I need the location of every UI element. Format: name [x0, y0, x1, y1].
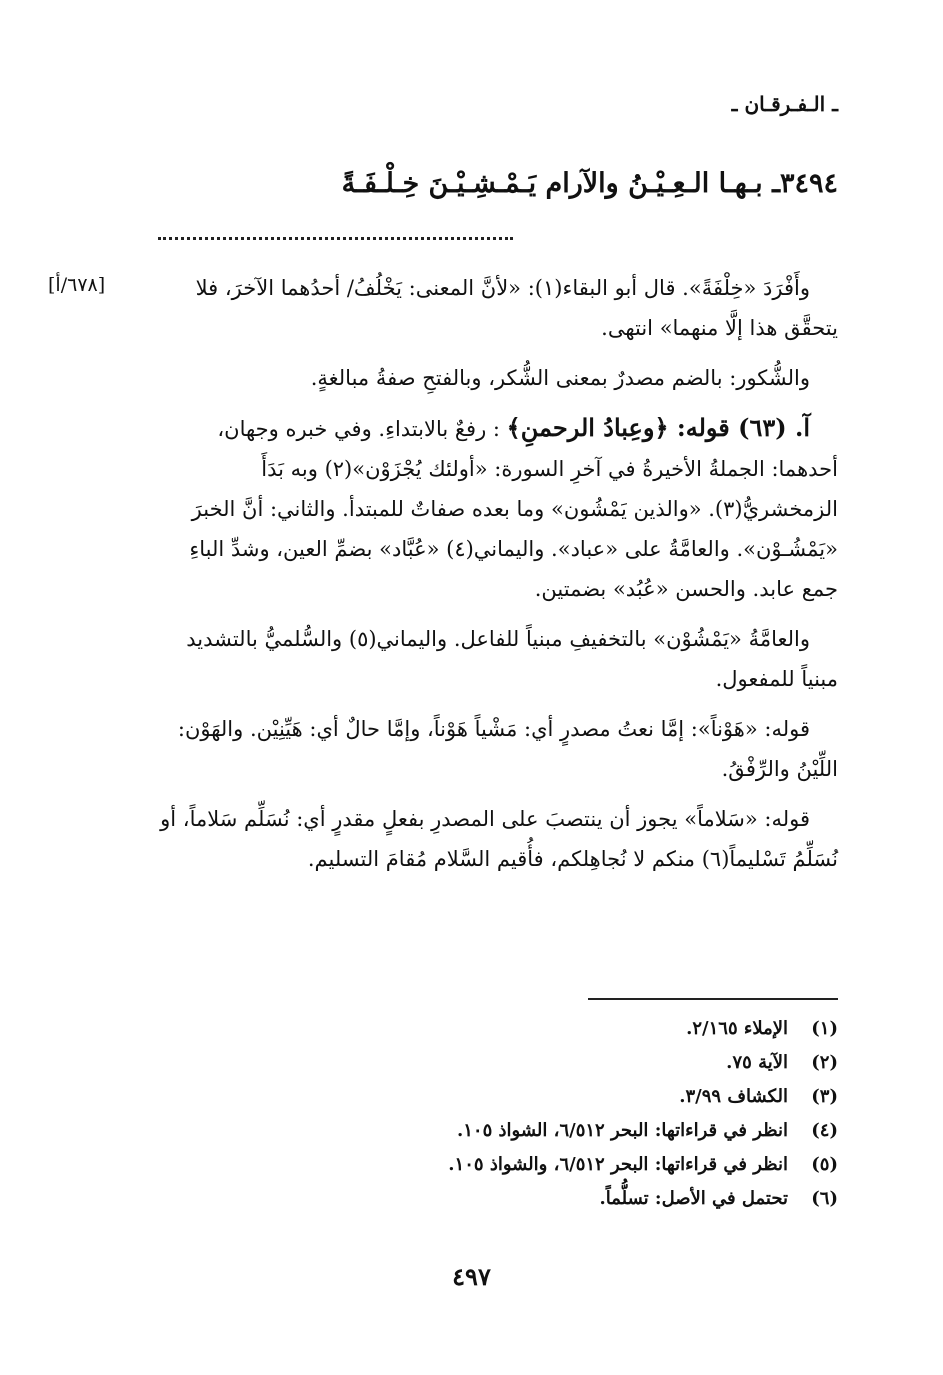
footnote-text: انظر في قراءاتها: البحر ٦/٥١٢، الشواذ ١٠٥. [456, 1120, 788, 1141]
footnote-number: (٥) [811, 1154, 838, 1175]
footnote-item [278, 1080, 838, 1114]
ayah-paragraph [148, 408, 838, 609]
ayah-commentary: : رفعٌ بالابتداءِ. وفي خبره وجهان، أحدهما: الجملةُ الأخيرةُ في آخرِ السورة: «أولئك يُجْزَوْن»(٢) وبه بَدَأَ الزمخشريُّ(٣). «والذين يَمْشُون» وما بعده صفاتٌ للمبتدأ. والثاني: أنَّ الخبرَ «يَمْشُـوْن». والعامَّةُ على «عباد». واليماني(٤) «عُبَّاد» بضمِّ العين، وشدِّ الباءِ جمع عابد. والحسن «عُبُد» بضمتين. [189, 417, 838, 601]
footnote-text: الآية ٧٥. [726, 1052, 788, 1073]
paragraph-4: والعامَّةُ «يَمْشُوْن» بالتخفيفِ مبنياً للفاعل. واليماني(٥) والسُّلميُّ بالتشديد مبنياً للمفعول. [186, 627, 838, 691]
paragraph-5: قوله: «هَوْناً»: إمَّا نعتُ مصدرٍ أي: مَشْياً هَوْناً، وإمَّا حالٌ أي: هَيِّنِيْن. والهَوْن: اللِّيْنُ والرِّفْقُ. [177, 717, 838, 781]
manuscript-folio-marker: [٦٧٨/أ] [48, 274, 106, 296]
footnote-text: الكشاف ٣/٩٩. [679, 1086, 788, 1107]
page-number: ٤٩٧ [452, 1262, 491, 1291]
poetry-verse: ٣٤٩٤ـ بـهـا الـعِـيْـنُ والآرام يَـمْـشِـيْـنَ خِـلْـفَـةً [341, 168, 838, 199]
verse-ellipsis-dots [158, 226, 513, 240]
footnote-number: (٦) [811, 1188, 838, 1209]
footnote-item [278, 1012, 838, 1046]
footnote-text: تحتمل في الأصل: تسلُّماً. [599, 1188, 788, 1209]
main-text [148, 268, 838, 879]
paragraph-6: قوله: «سَلاماً» يجوز أن ينتصبَ على المصدرِ بفعلٍ مقدرٍ أي: نُسَلِّم سَلاماً، أو نُسَلِّمُ تَسْليماً(٦) منكم لا نُجاهِلكم، فأُقيم السَّلام مُقامَ التسليم. [160, 807, 838, 871]
footnote-item [278, 1182, 838, 1216]
footnote-number: (٣) [811, 1086, 838, 1107]
footnote-item [278, 1046, 838, 1080]
footnote-number: (١) [811, 1018, 838, 1039]
footnotes [278, 1012, 838, 1216]
footnote-number: (٢) [811, 1052, 838, 1073]
footnote-item [278, 1114, 838, 1148]
footnote-text: الإملاء ٢/١٦٥. [686, 1018, 788, 1039]
ayah-heading: آ. (٦٣) قوله: ﴿وعِبادُ الرحمنِ﴾ [506, 413, 810, 442]
footnote-item [278, 1148, 838, 1182]
paragraph-1: وأَفْرَدَ «خِلْفَةً». قال أبو البقاء(١): «لأنَّ المعنى: يَخْلُفُ/ أحدُهما الآخرَ، فلا يتحقَّق هذا إلَّا منهما» انتهى. [195, 276, 838, 340]
running-header: ـ الـفـرقـان ـ [731, 92, 838, 116]
footnote-separator [588, 998, 838, 1000]
footnote-text: انظر في قراءاتها: البحر ٦/٥١٢، والشواذ ١٠٥. [448, 1154, 788, 1175]
footnote-number: (٤) [811, 1120, 838, 1141]
paragraph-2: والشُّكور: بالضم مصدرٌ بمعنى الشُّكر، وبالفتحِ صفةُ مبالغةٍ. [310, 366, 810, 390]
